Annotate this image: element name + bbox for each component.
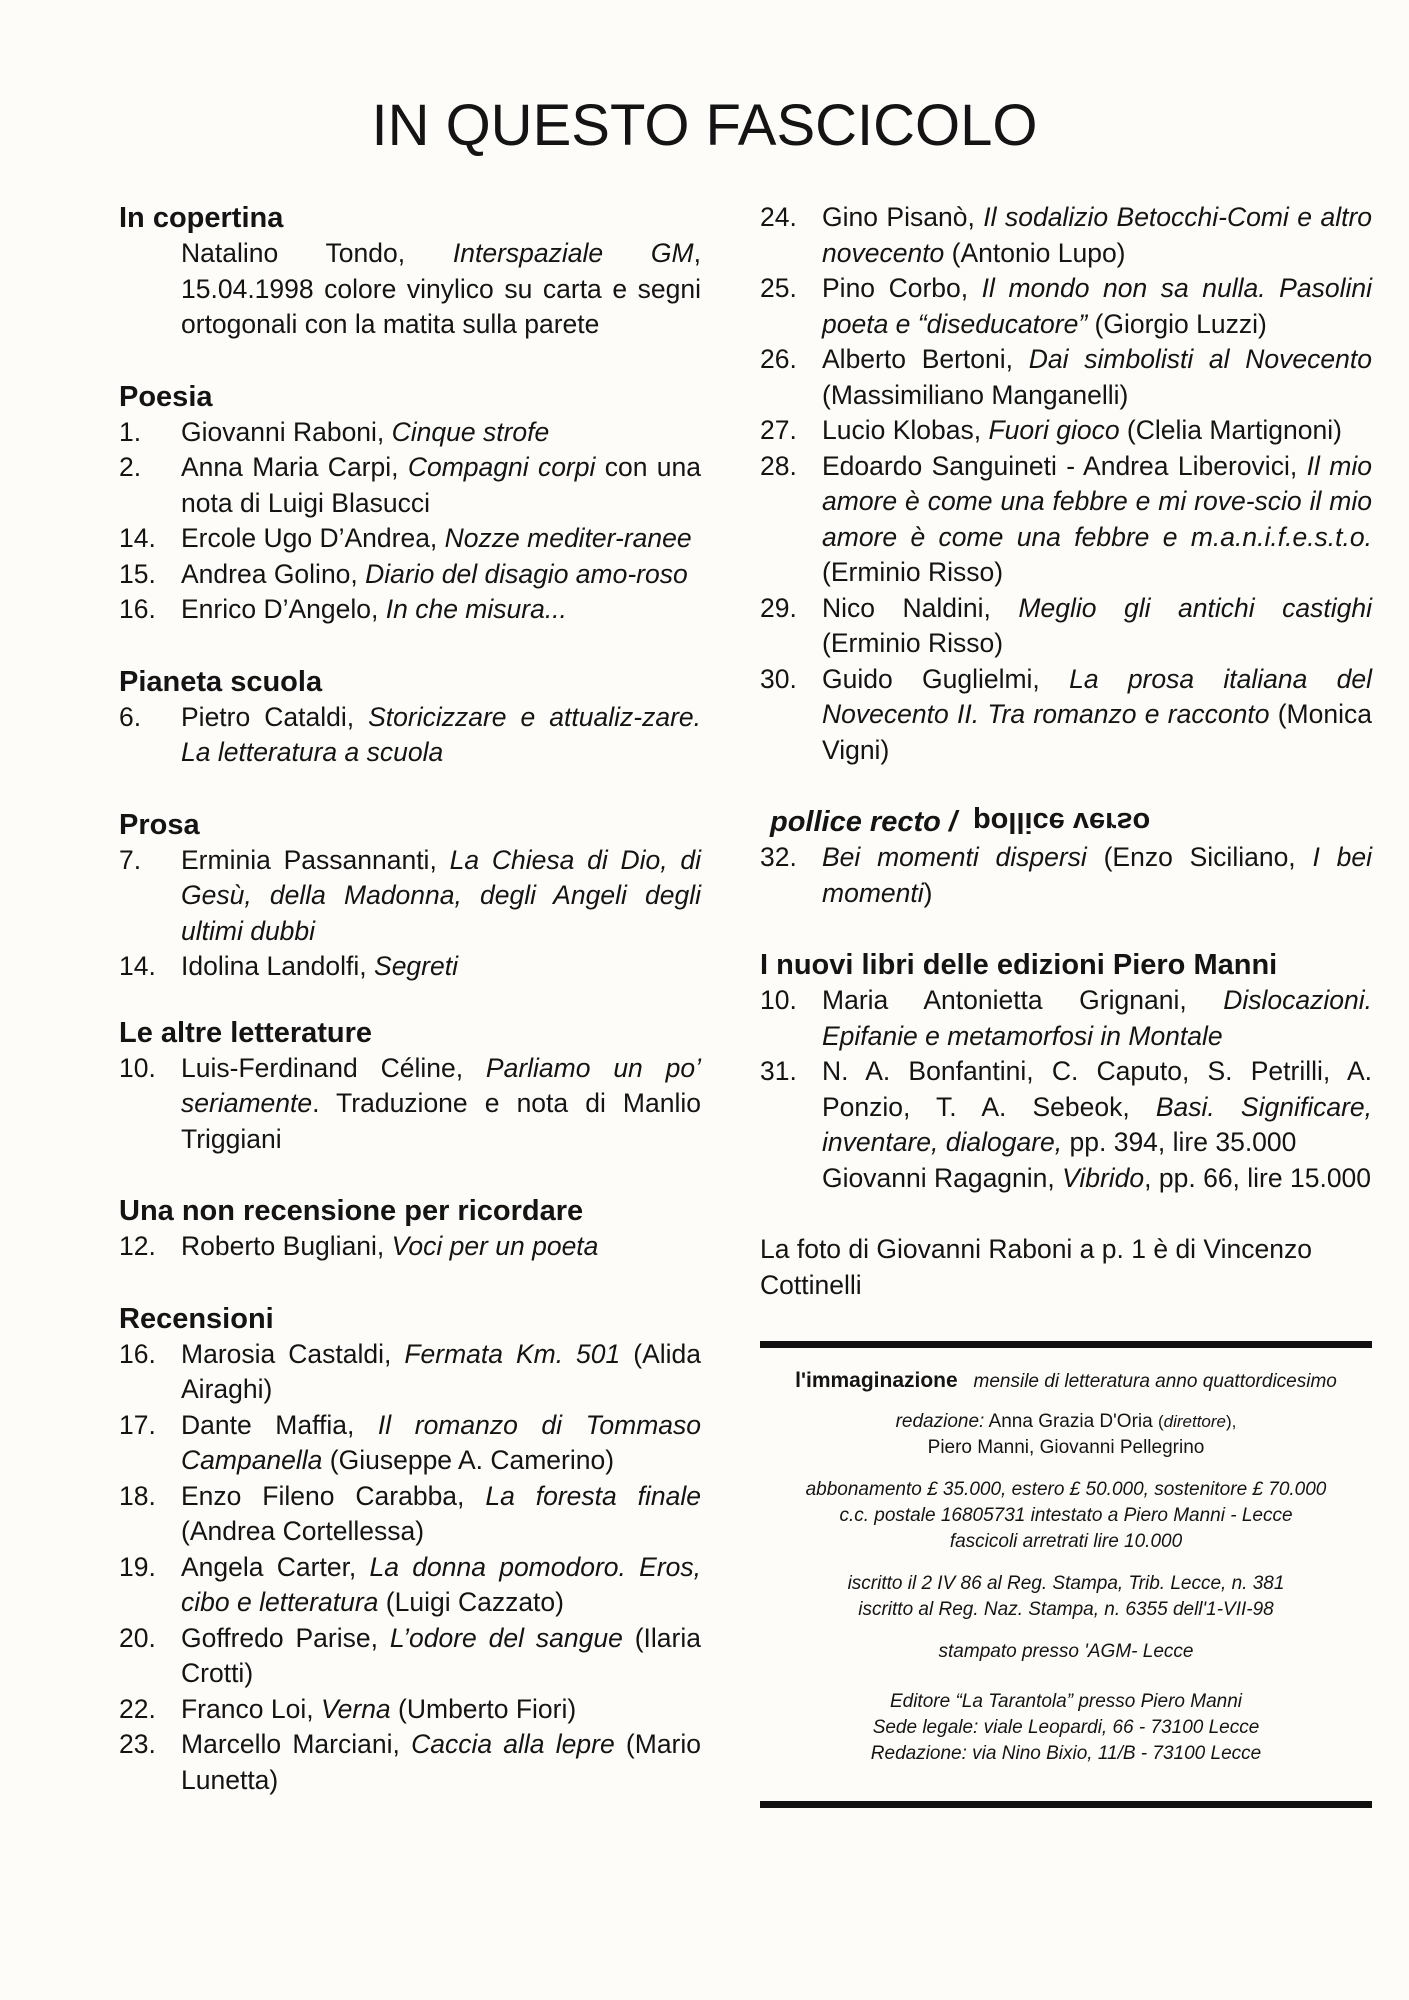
item-reviewer: (Massimiliano Manganelli) <box>822 379 1129 410</box>
pollice-verso-label-flipped: pollice verso <box>972 806 1151 838</box>
item-reviewer: (Ilaria Crotti) <box>181 1622 701 1688</box>
item-number: 12. <box>119 1231 156 1261</box>
item-number: 23. <box>119 1729 156 1759</box>
section-heading: Le altre letterature <box>119 1016 373 1049</box>
postal-account: c.c. postale 16805731 intestato a Piero Manni - Lecce <box>839 1505 1293 1526</box>
item-title: Voci per un poeta <box>391 1231 599 1261</box>
item-title: Dai simbolisti al Novecento <box>1028 344 1372 374</box>
redazione-director: Anna Grazia D'Oria <box>984 1411 1158 1432</box>
item-author: Marcello Marciani, <box>181 1729 412 1759</box>
item-author: Erminia Passannanti, <box>181 844 450 875</box>
item-author: Pietro Cataldi, <box>181 701 369 732</box>
section-prosa <box>119 807 701 985</box>
photo-credit: La foto di Giovanni Raboni a p. 1 è di Vincenzo Cottinelli <box>760 1234 1312 1300</box>
item-number: 26. <box>760 344 797 374</box>
right-column <box>760 200 1372 1808</box>
colophon: l'immaginazione mensile di letteratura anno quattordicesimo redazione: Anna Grazia D'Oria (direttore), Piero Manni, Giovanni Pellegrino abbonamento £ 35.000, estero £ 50.000, sostenitore £ 70.000 c.c. postale 16805731 intestato a Piero Manni - Lecce fascicoli arretrati lire 10.000 iscritto il 2 IV 86 al Reg. Stampa, Trib. Lecce, n. 381 iscritto al Reg. Naz. Stampa, n. 6355 dell'1-VII-98 stampato presso 'AGM- Lecce Editore “La Tarantola” presso Piero Manni Sede legale: viale Leopardi, 66 - 73100 Lecce Redazione: via Nino Bixio, 11/B - 73100 Lecce <box>760 1368 1372 1767</box>
item-number: 22. <box>119 1693 156 1724</box>
item-number: 6. <box>119 701 142 732</box>
list-item <box>119 1408 701 1479</box>
list-item <box>760 591 1372 662</box>
item-number: 27. <box>760 415 797 445</box>
list-item <box>119 1621 701 1692</box>
item-number: 14. <box>119 951 156 981</box>
item-number: 15. <box>119 558 156 589</box>
list-item <box>119 1051 701 1158</box>
magazine-name: l'immaginazione <box>795 1369 958 1392</box>
item-title: La Chiesa di Dio, di Gesù, della Madonna, degli Angeli degli ultimi dubbi <box>181 844 701 946</box>
list-item <box>760 983 1372 1054</box>
section-pollice <box>760 804 1372 911</box>
item-title: Verna <box>320 1693 391 1724</box>
list-item <box>119 1727 701 1798</box>
item-title: Il mondo non sa nulla. Pasolini poeta e “diseducatore” <box>822 273 1372 339</box>
item-title: Nozze mediter-ranee <box>444 523 692 553</box>
item-title: Fermata Km. 501 <box>404 1338 621 1369</box>
item-author: Idolina Landolfi, <box>181 951 375 981</box>
section-recensioni <box>119 1301 701 1799</box>
item-title: Parliamo un po’ seriamente <box>181 1052 701 1118</box>
list-item <box>119 521 701 557</box>
item-number: 30. <box>760 663 797 694</box>
item-author: Enrico D’Angelo, <box>181 594 386 624</box>
section-heading: Recensioni <box>119 1302 274 1335</box>
item-number: 16. <box>119 1338 156 1369</box>
list-item <box>119 1337 701 1408</box>
registration-2: iscritto al Reg. Naz. Stampa, n. 6355 dell'1-VII-98 <box>858 1599 1274 1620</box>
item-author: Luis-Ferdinand Céline, <box>181 1052 486 1083</box>
item-author: Guido Guglielmi, <box>822 663 1070 694</box>
item-title: La foresta finale <box>485 1480 701 1511</box>
item-author: Alberto Bertoni, <box>822 344 1029 374</box>
pollice-recto-label: pollice recto / <box>770 806 957 838</box>
page-title: IN QUESTO FASCICOLO <box>371 93 1038 158</box>
publisher: Editore “La Tarantola” presso Piero Manni <box>889 1691 1243 1712</box>
item-number: 16. <box>119 594 156 624</box>
item-author: Gino Pisanò, <box>822 202 984 232</box>
divider-bottom <box>760 1801 1372 1808</box>
subscription-prices: abbonamento £ 35.000, estero £ 50.000, sostenitore £ 70.000 <box>805 1479 1327 1500</box>
list-item <box>760 200 1372 271</box>
list-item <box>119 1229 701 1265</box>
item-title: Il sodalizio Betocchi-Comi e altro novecento <box>822 202 1373 268</box>
item-reviewer: (Clelia Martignoni) <box>1119 415 1342 445</box>
item-note: con una nota di Luigi Blasucci <box>181 452 701 518</box>
item-number: 28. <box>760 450 797 481</box>
section-heading <box>760 804 1372 840</box>
item-title: Meglio gli antichi castighi <box>1018 592 1372 623</box>
section-poesia <box>119 379 701 628</box>
section-pianeta-scuola <box>119 664 701 771</box>
item-number: 1. <box>119 416 142 447</box>
section-heading: Pianeta scuola <box>119 665 323 698</box>
section-heading: I nuovi libri delle edizioni Piero Manni <box>760 949 1278 981</box>
item-number: 29. <box>760 592 797 623</box>
item-note: , pp. 66, lire 15.000 <box>1144 1162 1372 1193</box>
list-item <box>119 415 701 451</box>
printer: stampato presso 'AGM- Lecce <box>938 1641 1194 1662</box>
item-number: 18. <box>119 1480 156 1511</box>
item-author: Maria Antonietta Grignani, <box>822 985 1224 1015</box>
item-title: Segreti <box>374 951 458 981</box>
list-item <box>760 271 1372 342</box>
list-item <box>760 449 1372 591</box>
item-title: L’odore del sangue <box>389 1622 623 1653</box>
item-title: Bei momenti dispersi <box>822 842 1087 872</box>
section-heading: Prosa <box>119 808 200 841</box>
item-title: Dislocazioni. Epifanie e metamorfosi in Montale <box>822 985 1372 1051</box>
item-author: Nico Naldini, <box>822 592 1019 623</box>
cover-details: , 15.04.1998 colore vinylico su carta e segni ortogonali con la matita sulla parete <box>181 238 701 339</box>
item-author: Dante Maffia, <box>181 1409 378 1440</box>
legal-address: Sede legale: viale Leopardi, 66 - 73100 Lecce <box>872 1717 1260 1738</box>
editorial-address: Redazione: via Nino Bixio, 11/B - 73100 Lecce <box>870 1743 1262 1764</box>
item-close-paren: ) <box>923 877 933 908</box>
director-role: direttore <box>1163 1412 1227 1431</box>
item-author: Lucio Klobas, <box>822 415 989 445</box>
item-author: Angela Carter, <box>181 1551 370 1582</box>
item-author: Goffredo Parise, <box>181 1622 390 1653</box>
list-item <box>119 700 701 771</box>
list-item <box>760 1054 1372 1161</box>
item-reviewer: (Monica Vigni) <box>822 699 1372 765</box>
item-author: Franco Loi, <box>181 1693 321 1724</box>
item-title: Compagni corpi <box>407 452 596 482</box>
left-column <box>119 200 701 1798</box>
item-reviewer: (Mario Lunetta) <box>181 1729 702 1795</box>
item-number: 19. <box>119 1551 156 1582</box>
registration-1: iscritto il 2 IV 86 al Reg. Stampa, Trib. Lecce, n. 381 <box>847 1573 1285 1594</box>
item-author: Enzo Fileno Carabba, <box>181 1480 486 1511</box>
item-reviewer: (Erminio Risso) <box>822 628 1004 658</box>
item-title: Fuori gioco <box>988 415 1120 445</box>
item-number: 31. <box>760 1056 797 1086</box>
list-item <box>119 1692 701 1728</box>
list-item <box>119 592 701 628</box>
item-reviewer: (Antonio Lupo) <box>944 237 1126 268</box>
item-title: Basi. Significare, inventare, dialogare, <box>822 1091 1372 1157</box>
cover-title: Interspaziale GM <box>452 238 694 268</box>
item-reviewer: (Alida Airaghi) <box>181 1338 701 1404</box>
item-reviewer: (Giorgio Luzzi) <box>1087 308 1267 339</box>
section-recensioni-continued <box>760 200 1372 768</box>
list-item <box>760 342 1372 413</box>
redazione-members: Piero Manni, Giovanni Pellegrino <box>927 1437 1205 1458</box>
item-title: Cinque strofe <box>391 416 550 447</box>
item-author: Giovanni Raboni, <box>181 416 392 447</box>
item-author: Pino Corbo, <box>822 273 982 303</box>
item-title: Diario del disagio amo-roso <box>365 558 688 589</box>
item-title: La donna pomodoro. Eros, cibo e letteratura <box>181 1551 701 1617</box>
item-reviewer: (Andrea Cortellessa) <box>181 1516 425 1546</box>
item-number: 17. <box>119 1409 156 1440</box>
list-item <box>119 450 701 521</box>
item-number: 24. <box>760 202 797 232</box>
list-item <box>760 840 1372 911</box>
list-item <box>760 662 1372 769</box>
item-note: . Traduzione e nota di Manlio Triggiani <box>181 1088 701 1154</box>
item-reviewer: (Luigi Cazzato) <box>378 1587 564 1617</box>
section-heading: Una non recensione per ricordare <box>119 1195 584 1227</box>
list-item <box>119 843 701 950</box>
item-number: 14. <box>119 523 156 553</box>
item-number: 20. <box>119 1622 156 1653</box>
item-number: 32. <box>760 842 797 872</box>
back-issues-price: fascicoli arretrati lire 10.000 <box>949 1531 1183 1552</box>
item-number: 10. <box>119 1052 156 1083</box>
item-author: Giovanni Ragagnin, <box>822 1162 1063 1193</box>
item-author: Roberto Bugliani, <box>181 1231 392 1261</box>
item-title: Il mio amore è come una febbre e mi rove-scio il mio amore è come una febbre e m.a.n.i.f.e.s.t.o. <box>822 450 1372 552</box>
item-author: N. A. Bonfantini, C. Caputo, S. Petrilli, A. Ponzio, T. A. Sebeok, <box>822 1056 1372 1122</box>
item-author: Anna Maria Carpi, <box>181 452 408 482</box>
item-reviewer: (Giuseppe A. Camerino) <box>322 1445 615 1475</box>
item-number: 25. <box>760 273 797 303</box>
item-number: 2. <box>119 452 142 482</box>
item-reviewer: (Umberto Fiori) <box>390 1693 577 1724</box>
list-item-continued <box>760 1161 1372 1197</box>
item-title: Vibrido <box>1062 1162 1145 1193</box>
item-note: pp. 394, lire 35.000 <box>1062 1127 1297 1157</box>
item-title: La prosa italiana del Novecento II. Tra romanzo e racconto <box>822 663 1372 729</box>
item-author: Ercole Ugo D’Andrea, <box>181 523 445 553</box>
list-item <box>119 557 701 593</box>
item-reviewer: (Enzo Siciliano, <box>1086 842 1313 872</box>
item-source-title: I bei momenti <box>822 842 1372 908</box>
item-title: Storicizzare e attualiz-zare. La letteratura a scuola <box>181 701 701 767</box>
item-reviewer: (Erminio Risso) <box>822 557 1004 587</box>
item-title: In che misura... <box>385 594 567 624</box>
redazione-label: redazione: <box>895 1411 985 1432</box>
item-number: 7. <box>119 844 142 875</box>
list-item <box>119 1479 701 1550</box>
cover-description <box>119 236 701 343</box>
item-author: Edoardo Sanguineti - Andrea Liberovici, <box>822 450 1307 481</box>
section-heading: Poesia <box>119 380 213 413</box>
item-author: Marosia Castaldi, <box>181 1338 405 1369</box>
item-title: Il romanzo di Tommaso Campanella <box>181 1409 701 1475</box>
list-item <box>119 1550 701 1621</box>
divider-top <box>760 1341 1372 1348</box>
section-non-recensione <box>119 1193 701 1265</box>
section-copertina <box>119 200 701 343</box>
list-item <box>760 413 1372 449</box>
magazine-tagline: mensile di letteratura anno quattordicesimo <box>973 1371 1337 1392</box>
section-nuovi-libri <box>760 947 1372 1196</box>
item-author: Andrea Golino, <box>181 558 366 589</box>
list-item <box>119 949 701 985</box>
section-heading: In copertina <box>119 202 284 234</box>
item-number: 10. <box>760 985 797 1015</box>
cover-author: Natalino Tondo, <box>181 238 453 268</box>
section-altre-letterature <box>119 1015 701 1158</box>
item-title: Caccia alla lepre <box>411 1729 615 1759</box>
